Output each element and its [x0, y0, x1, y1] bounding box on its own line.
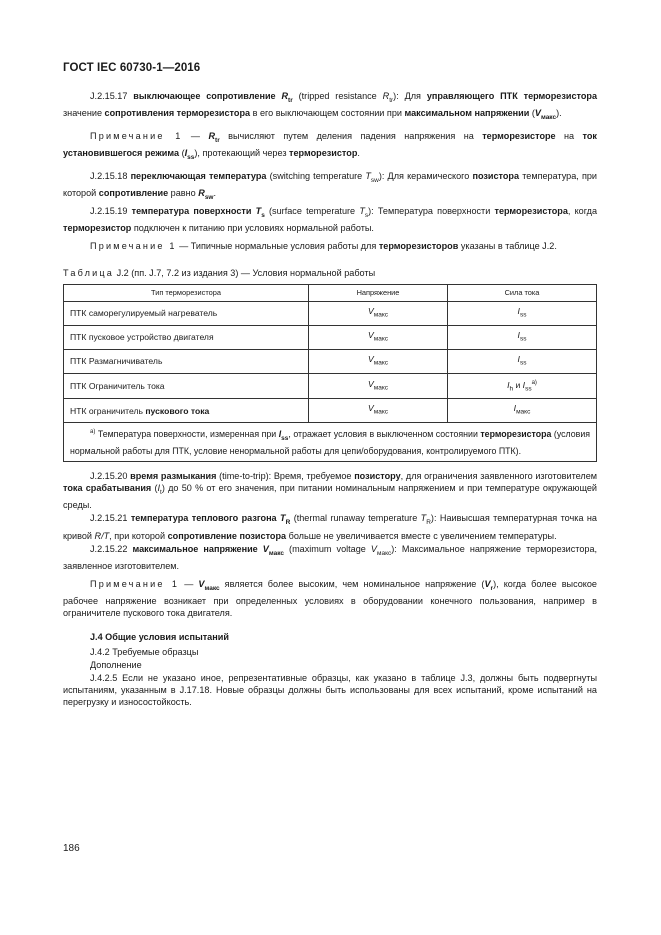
definition-maximum-voltage: J.2.15.22 максимальное напряжение $V_{макс}$ (maximum voltage $V_{макс}$): Максимальное напряжение терморезистора, заявленное изготовителем.: [63, 543, 598, 571]
header-type: Тип терморезистора: [64, 284, 309, 301]
table-row: ПТК Размагничиватель $V_{макс}$ $I_{ss}$: [64, 349, 597, 373]
definition-switching-temperature: J.2.15.18 переключающая температура (switching temperature $T_{sw}$): Для керамического позистора температура, при которой сопротивление равно $R_{sw}$.: [63, 171, 598, 201]
note-tripped-resistance: Примечание 1 — $R_{tr}$ вычисляют путем деления падения напряжения на терморезисторе на ток установившегося режима $(I_{ss})$, протекающий через терморезистор.: [63, 131, 597, 161]
table-row: ПТК саморегулируемый нагреватель $V_{макс}$ $I_{ss}$: [64, 301, 597, 325]
definition-time-to-trip: J.2.15.20 время размыкания (time-to-trip): Время, требуемое позистору, для ограничения заявленного изготовителем тока срабатывания $(I_t)$ до 50 % от его значения, при питании номинальным напряжением и при температуре окружающей среды.: [63, 471, 598, 511]
subsection-title: J.4.2 Требуемые образцы: [90, 646, 199, 657]
table-header-row: [64, 284, 597, 301]
document-header: ГОСТ IEC 60730-1—2016: [63, 62, 201, 74]
note-maximum-voltage: Примечание 1 — $V_{макс}$ является более высоким, чем номинальное напряжение $(V_r)$, когда более высокое рабочее напряжение возникает при определенных условиях в оборудовании конечного пользования, например в ограничителе пускового тока двигателя.: [63, 578, 597, 619]
table-footnote-row: [64, 423, 597, 462]
document-body: [63, 90, 597, 715]
header-voltage: Напряжение: [309, 284, 448, 301]
table-row: НТК ограничитель пускового тока $V_{макс}$ $I_{макс}$: [64, 399, 597, 423]
table-footnote: $^{a)}$ Температура поверхности, измеренная при $I_{ss}$, отражает условия в выключенном состоянии терморезистора (условия нормальной работы для ПТК, условие ненормальной работы для цепи/оборудования, контролируемого ПТК).: [64, 423, 597, 462]
table-row: ПТК пусковое устройство двигателя $V_{макс}$ $I_{ss}$: [64, 325, 597, 349]
definition-tripped-resistance: J.2.15.17 выключающее сопротивление $R_{tr}$ (tripped resistance $R_{tr}$): Для управляющего ПТК терморезистора значение сопротивления терморезистора в его выключающем состоянии при максимальном напряжении $(V_{макс})$.: [63, 91, 597, 121]
definition-thermal-runaway: J.2.15.21 температура теплового разгона $T_R$ (thermal runaway temperature $T_R$): Наивысшая температурная точка на кривой R/T, при которой сопротивление позистора больше не увеличивается вместе с увеличением температуры.: [63, 513, 597, 541]
paragraph-j-4-2-5: J.4.2.5 Если не указано иное, репрезентативные образцы, как указано в таблице J.3, должны быть подвергнуты испытаниям, указанным в J.17.18. Новые образцы должны быть использованы для всех испытаний, кроме испытаний на перегрузку и износостойкость.: [63, 672, 597, 708]
header-current: Сила тока: [448, 284, 597, 301]
normal-operation-table: [63, 284, 597, 462]
table-caption: Таблица J.2 (пп. J.7, 7.2 из издания 3) — Условия нормальной работы: [63, 267, 376, 278]
supplement-label: Дополнение: [90, 659, 142, 670]
section-title: J.4 Общие условия испытаний: [90, 632, 229, 643]
table-row: ПТК Ограничитель тока $V_{макс}$ $I_h$ и $I_{ss}^{a)}$: [64, 373, 597, 399]
page-number: 186: [63, 843, 80, 854]
note-typical-conditions: Примечание 1 — Типичные нормальные условия работы для терморезисторов указаны в таблице J.2.: [90, 241, 557, 252]
definition-surface-temperature: J.2.15.19 температура поверхности $T_s$ (surface temperature $T_s$): Температура поверхности терморезистора, когда терморезистор подключен к питанию при условиях нормальной работы.: [63, 206, 598, 234]
